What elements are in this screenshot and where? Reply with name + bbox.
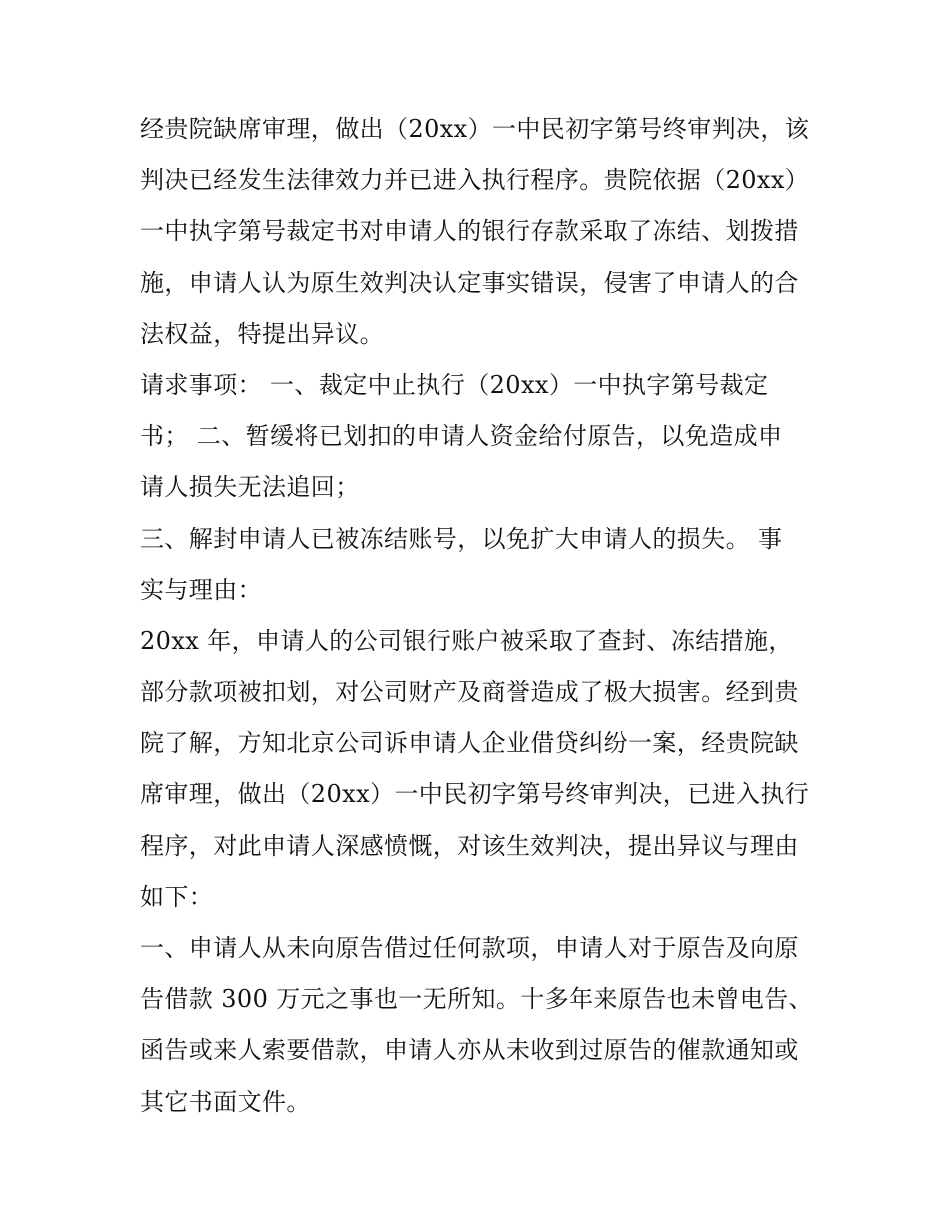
text-line: 20xx 年，申请人的公司银行账户被采取了查封、冻结措施， [140,626,793,655]
text-line: 函告或来人索要借款，申请人亦从未收到过原告的催款通知或 [140,1036,799,1065]
text-line: 判决已经发生法律效力并已进入执行程序。贵院依据（20xx） [140,166,810,195]
text-line: 请人损失无法追回； [140,473,360,502]
text-line: 三、解封申请人已被冻结账号，以免扩大申请人的损失。 事 [140,524,783,553]
text-line: 席审理，做出（20xx）一中民初字第号终审判决，已进入执行 [140,780,810,809]
document-body [140,104,820,1128]
text-line: 施，申请人认为原生效判决认定事实错误，侵害了申请人的合 [140,268,799,297]
text-line: 法权益，特提出异议。 [140,319,384,348]
text-line: 一、申请人从未向原告借过任何款项，申请人对于原告及向原 [140,934,799,962]
text-line: 书； 二、暂缓将已划扣的申请人资金给付原告，以免造成申 [140,422,783,451]
text-line: 经贵院缺席审理，做出（20xx）一中民初字第号终审判决，该 [140,115,810,143]
text-line: 院了解，方知北京公司诉申请人企业借贷纠纷一案，经贵院缺 [140,729,799,758]
text-line: 其它书面文件。 [140,1087,311,1116]
text-line: 一中执字第号裁定书对申请人的银行存款采取了冻结、划拨措 [140,217,799,246]
text-line: 告借款 300 万元之事也一无所知。十多年来原告也未曾电告、 [140,985,814,1014]
text-line: 程序，对此申请人深感愤慨，对该生效判决，提出异议与理由 [140,831,799,860]
text-line: 如下： [140,882,214,911]
text-line: 实与理由： [140,575,262,604]
text-line: 部分款项被扣划，对公司财产及商誉造成了极大损害。经到贵 [140,678,799,707]
text-line: 请求事项： 一、裁定中止执行（20xx）一中执字第号裁定 [140,370,769,399]
